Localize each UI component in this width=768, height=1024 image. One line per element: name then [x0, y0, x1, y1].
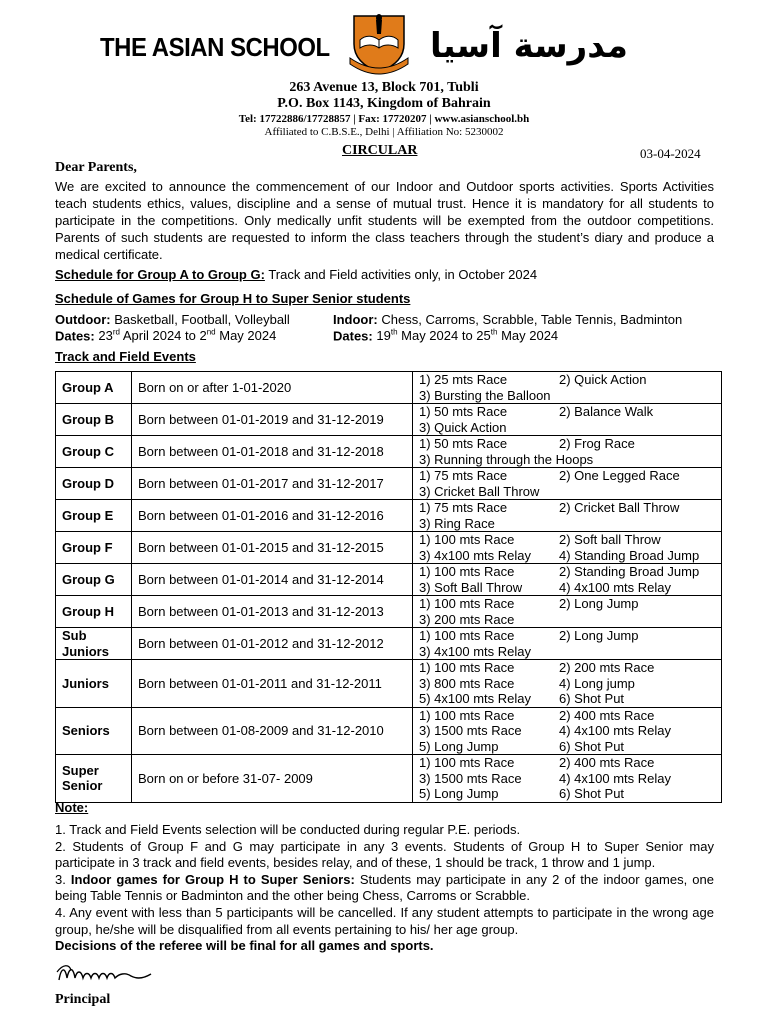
track-heading: Track and Field Events — [55, 349, 196, 364]
group-cell: Group F — [56, 532, 132, 564]
event-item: 3) Quick Action — [419, 419, 507, 435]
games-heading: Schedule of Games for Group H to Super Senior students — [55, 291, 411, 306]
event-item: 4) 4x100 mts Relay — [559, 723, 671, 738]
event-item — [559, 644, 715, 660]
affiliation-line: Affiliated to C.B.S.E., Delhi | Affiliation No: 5230002 — [264, 126, 504, 138]
born-cell: Born between 01-08-2009 and 31-12-2010 — [132, 707, 413, 755]
event-item: 3) Cricket Ball Throw — [419, 483, 540, 499]
principal-title: Principal — [55, 992, 111, 1007]
events-cell — [413, 532, 722, 564]
note-2: 2. Students of Group F and G may participate in any 3 events. Students of Group H to Super Senior may participate in 3 track and field events, besides relay, and of these, 1 should be track, 1 throw and 1 jump. — [55, 838, 714, 871]
event-item: 5) 4x100 mts Relay — [419, 691, 531, 706]
event-item: 2) Balance Walk — [559, 404, 654, 419]
events-cell — [413, 404, 722, 436]
event-item — [559, 484, 715, 500]
indoor-games — [333, 312, 682, 327]
table-row — [56, 564, 722, 596]
group-cell: Seniors — [56, 707, 132, 755]
notes-list — [55, 822, 714, 955]
event-item: 5) Long Jump — [419, 738, 499, 754]
indoor-label: Indoor: — [333, 312, 378, 327]
address-line-2: P.O. Box 1143, Kingdom of Bahrain — [277, 96, 491, 111]
table-row — [56, 468, 722, 500]
event-item: 1) 100 mts Race — [419, 532, 515, 547]
born-cell: Born between 01-01-2013 and 31-12-2013 — [132, 596, 413, 628]
table-row — [56, 436, 722, 468]
outdoor-text: Basketball, Football, Volleyball — [114, 312, 290, 327]
outdoor-games — [55, 312, 290, 327]
event-item: 3) 1500 mts Race — [419, 770, 522, 786]
event-item: 1) 100 mts Race — [419, 564, 515, 579]
events-cell — [413, 372, 722, 404]
letterhead — [0, 0, 768, 150]
event-item — [559, 612, 715, 628]
table-row — [56, 660, 722, 708]
note-final: Decisions of the referee will be final for all games and sports. — [55, 938, 434, 954]
born-cell: Born between 01-01-2018 and 31-12-2018 — [132, 436, 413, 468]
table-row — [56, 755, 722, 803]
note-3: 3. Indoor games for Group H to Super Seniors: Students may participate in any 2 of the indoor games, one being Table Tennis or Badminton and the other being Chess, Carroms or Scrabble. — [55, 871, 714, 904]
event-item: 4) 4x100 mts Relay — [559, 579, 671, 595]
event-item: 3) Soft Ball Throw — [419, 579, 523, 595]
note-4: 4. Any event with less than 5 participants will be cancelled. If any student attempts to participate in the wrong age group, he/she will be disqualified from all events pertaining to his/ her age group. — [55, 904, 714, 937]
event-item: 1) 25 mts Race — [419, 372, 508, 387]
born-cell: Born on or after 1-01-2020 — [132, 372, 413, 404]
event-item: 3) 200 mts Race — [419, 611, 515, 627]
event-item: 1) 50 mts Race — [419, 436, 508, 451]
address-line-1: 263 Avenue 13, Block 701, Tubli — [289, 80, 479, 95]
born-cell: Born between 01-01-2015 and 31-12-2015 — [132, 532, 413, 564]
event-item — [559, 388, 715, 404]
event-item: 2) One Legged Race — [559, 468, 680, 483]
event-item: 3) 4x100 mts Relay — [419, 643, 531, 659]
born-cell: Born between 01-01-2011 and 31-12-2011 — [132, 660, 413, 708]
event-item: 1) 100 mts Race — [419, 628, 515, 643]
events-cell — [413, 755, 722, 803]
event-item: 2) Cricket Ball Throw — [559, 500, 680, 515]
event-item: 1) 75 mts Race — [419, 468, 508, 483]
event-item: 5) Long Jump — [419, 786, 499, 801]
group-cell: Group E — [56, 500, 132, 532]
indoor-dates — [333, 328, 558, 343]
group-cell: Group H — [56, 596, 132, 628]
note-1: 1. Track and Field Events selection will be conducted during regular P.E. periods. — [55, 822, 521, 837]
event-item: 1) 100 mts Race — [419, 660, 515, 675]
event-item: 3) 4x100 mts Relay — [419, 547, 531, 563]
school-crest-icon — [346, 10, 412, 76]
event-item: 4) Standing Broad Jump — [559, 547, 700, 563]
table-row — [56, 372, 722, 404]
event-item: 6) Shot Put — [559, 738, 625, 754]
outdoor-label: Outdoor: — [55, 312, 111, 327]
dates-label: Dates: — [55, 328, 95, 344]
group-cell: Sub Juniors — [56, 628, 132, 660]
table-row — [56, 404, 722, 436]
group-cell: Group A — [56, 372, 132, 404]
group-cell: Group D — [56, 468, 132, 500]
schedule-text: Track and Field activities only, in October 2024 — [268, 267, 538, 282]
schedule-group-a-g — [55, 267, 537, 282]
events-cell — [413, 660, 722, 708]
notes-heading: Note: — [55, 800, 89, 815]
born-cell: Born on or before 31-07- 2009 — [132, 755, 413, 803]
circular-date: 03-04-2024 — [640, 146, 701, 161]
group-cell: Juniors — [56, 660, 132, 708]
born-cell: Born between 01-01-2014 and 31-12-2014 — [132, 564, 413, 596]
principal-signature-icon — [55, 958, 155, 988]
event-item: 1) 100 mts Race — [419, 596, 515, 611]
event-item: 2) Frog Race — [559, 436, 635, 451]
indoor-dates-value: 19th May 2024 to 25th May 2024 — [376, 328, 559, 344]
event-item: 2) Quick Action — [559, 372, 647, 387]
event-item — [559, 452, 715, 468]
events-cell — [413, 707, 722, 755]
events-cell — [413, 628, 722, 660]
events-cell — [413, 436, 722, 468]
born-cell: Born between 01-01-2017 and 31-12-2017 — [132, 468, 413, 500]
table-row — [56, 500, 722, 532]
event-item: 3) Ring Race — [419, 515, 495, 531]
table-row — [56, 532, 722, 564]
table-row — [56, 596, 722, 628]
event-item: 2) 200 mts Race — [559, 660, 655, 675]
table-row — [56, 628, 722, 660]
circular-title: CIRCULAR — [342, 143, 418, 158]
school-name: THE ASIAN SCHOOL — [100, 32, 330, 62]
event-item: 6) Shot Put — [559, 786, 625, 801]
event-item: 2) Soft ball Throw — [559, 532, 661, 547]
intro-paragraph: We are excited to announce the commencement of our Indoor and Outdoor sports activities. Sports Activities teach students ethics, values, discipline and a sense of mutual trust. Hence it is mandatory for all students to participate in the competitions. Only medically unfit students will be exempted from the outdoor competitions. Parents of such students are requested to inform the class teachers through the student’s diary and produce a medical certificate. — [55, 179, 714, 262]
contact-line: Tel: 17722886/17728857 | Fax: 17720207 | www.asianschool.bh — [238, 113, 530, 125]
events-cell — [413, 564, 722, 596]
born-cell: Born between 01-01-2019 and 31-12-2019 — [132, 404, 413, 436]
group-cell: Group B — [56, 404, 132, 436]
dates-label: Dates: — [333, 328, 373, 344]
event-item: 2) Standing Broad Jump — [559, 564, 700, 579]
event-item: 3) Running through the Hoops — [419, 451, 594, 467]
event-item — [559, 516, 715, 532]
event-item: 2) Long Jump — [559, 628, 639, 643]
event-item: 1) 100 mts Race — [419, 755, 515, 770]
outdoor-dates — [55, 328, 276, 343]
indoor-text: Chess, Carroms, Scrabble, Table Tennis, Badminton — [381, 312, 683, 327]
event-item: 2) 400 mts Race — [559, 707, 655, 723]
event-item — [559, 420, 715, 436]
event-item: 3) Bursting the Balloon — [419, 387, 551, 403]
track-events-table — [55, 371, 722, 803]
group-cell: Group C — [56, 436, 132, 468]
school-name-arabic: مدرسة آسيا — [430, 26, 628, 66]
outdoor-dates-value: 23rd April 2024 to 2nd May 2024 — [98, 328, 277, 344]
event-item: 1) 75 mts Race — [419, 500, 508, 515]
events-cell — [413, 596, 722, 628]
group-cell: Super Senior — [56, 755, 132, 803]
born-cell: Born between 01-01-2016 and 31-12-2016 — [132, 500, 413, 532]
salutation: Dear Parents, — [55, 160, 137, 175]
event-item: 4) 4x100 mts Relay — [559, 770, 671, 786]
events-cell — [413, 468, 722, 500]
event-item: 2) 400 mts Race — [559, 755, 655, 770]
event-item: 6) Shot Put — [559, 691, 625, 706]
event-item: 2) Long Jump — [559, 596, 639, 611]
group-cell: Group G — [56, 564, 132, 596]
event-item: 4) Long jump — [559, 675, 635, 691]
table-row — [56, 707, 722, 755]
event-item: 1) 100 mts Race — [419, 707, 515, 723]
schedule-label: Schedule for Group A to Group G: — [55, 267, 265, 282]
event-item: 3) 1500 mts Race — [419, 723, 522, 738]
event-item: 1) 50 mts Race — [419, 404, 508, 419]
events-cell — [413, 500, 722, 532]
born-cell: Born between 01-01-2012 and 31-12-2012 — [132, 628, 413, 660]
event-item: 3) 800 mts Race — [419, 675, 515, 691]
